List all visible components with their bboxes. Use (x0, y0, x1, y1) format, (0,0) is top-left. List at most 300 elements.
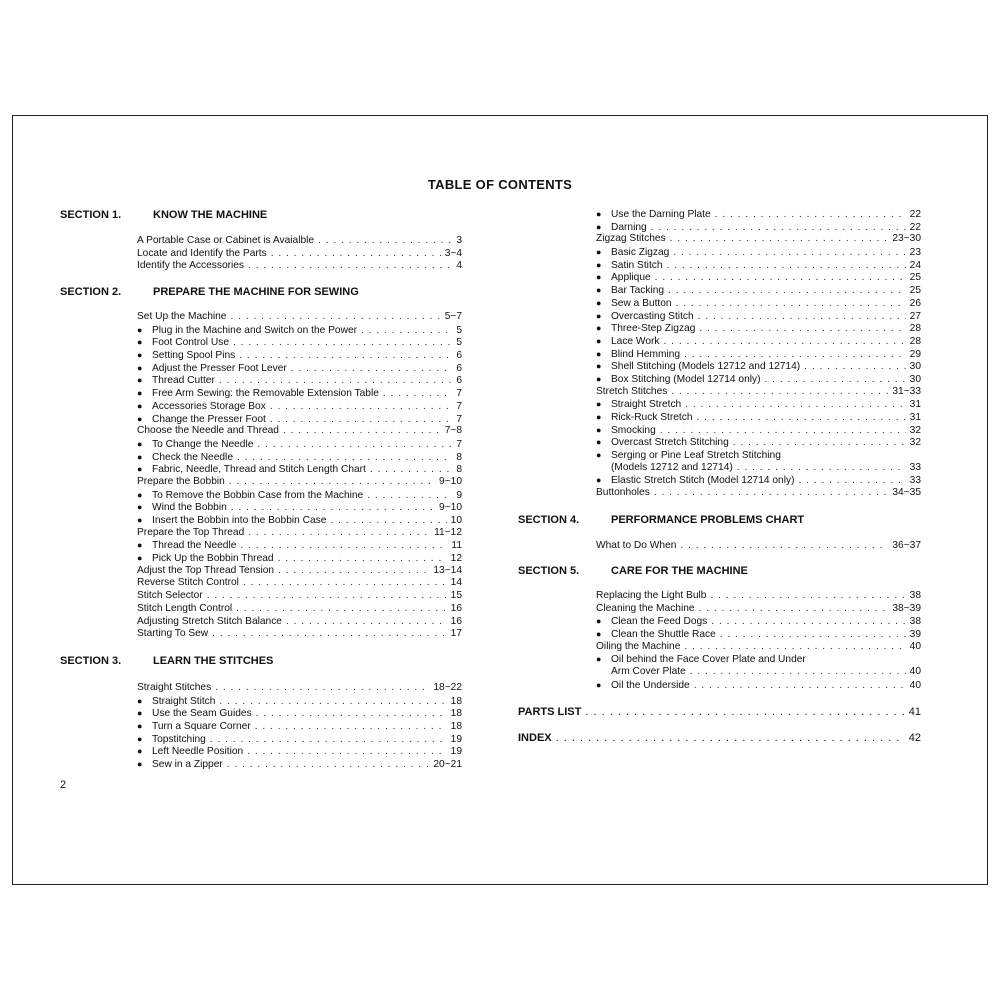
entry-label: Prepare the Bobbin (137, 475, 225, 487)
entry-page: 19 (450, 746, 462, 758)
entry-label: Clean the Feed Dogs (611, 616, 708, 628)
entry-page: 22 (909, 221, 921, 233)
page-number: 2 (60, 779, 67, 791)
toc-entry (137, 628, 462, 641)
entry-label: Adjust the Presser Foot Lever (152, 362, 287, 374)
entry-label: Bar Tacking (611, 285, 665, 297)
entry-page: 28 (909, 323, 921, 335)
entry-label: Prepare the Top Thread (137, 526, 245, 538)
toc-entry (137, 514, 462, 527)
toc-entry (596, 233, 921, 246)
toc-entry (137, 707, 462, 720)
entry-label: Turn a Square Corner (152, 721, 251, 733)
entry-label: Starting To Sew (137, 628, 209, 640)
toc-entry (596, 335, 921, 348)
entry-page: 3~4 (444, 247, 462, 259)
entry-label: PARTS LIST (518, 706, 582, 718)
entry-label: Oiling the Machine (596, 640, 681, 652)
toc-entry (137, 745, 462, 758)
bullet-icon: ● (137, 721, 143, 732)
toc-entry (137, 527, 462, 540)
toc-entry (596, 628, 921, 641)
entry-page: 28 (909, 335, 921, 347)
dot-leader (585, 706, 904, 718)
section-3-heading (60, 655, 274, 667)
toc-entry (137, 552, 462, 565)
entry-page: 38~39 (892, 602, 921, 614)
entry-label: Box Stitching (Model 12714 only) (611, 373, 761, 385)
toc-entry (137, 311, 462, 324)
bullet-icon: ● (137, 337, 143, 348)
bullet-icon: ● (596, 616, 602, 627)
bullet-icon: ● (137, 540, 143, 551)
entry-label: Thread the Needle (152, 540, 237, 552)
entry-page: 7~8 (444, 425, 462, 437)
entry-label: Straight Stitches (137, 682, 212, 693)
section-4-heading (518, 514, 805, 526)
entry-label: Overcasting Stitch (611, 310, 694, 322)
bullet-icon: ● (137, 553, 143, 564)
entry-page: 23 (909, 247, 921, 259)
entry-page: 8 (456, 451, 462, 463)
toc-entry (137, 400, 462, 413)
bullet-icon: ● (137, 413, 143, 424)
page-title: TABLE OF CONTENTS (427, 177, 573, 192)
entry-label: Oil behind the Face Cover Plate and Under (611, 654, 806, 666)
toc-entry (137, 374, 462, 387)
entry-page: 18 (450, 721, 462, 733)
toc-entry (137, 539, 462, 552)
toc-entry (596, 590, 921, 603)
entry-label: Clean the Shuttle Race (611, 629, 716, 641)
entry-page: 24 (909, 259, 921, 271)
entry-page: 40 (909, 679, 921, 691)
toc-entry (137, 413, 462, 426)
section-number: SECTION 4. (518, 514, 580, 526)
toc-entry (137, 590, 462, 603)
entry-page: 14 (450, 577, 462, 589)
entry-label: Accessories Storage Box (152, 400, 266, 412)
toc-entry (137, 758, 462, 771)
toc-entry (137, 235, 462, 248)
entry-label: Zigzag Stitches (596, 233, 666, 245)
entry-page: 5 (456, 324, 462, 336)
entry-page: 7 (456, 438, 462, 450)
entry-page: 17 (450, 628, 462, 640)
entry-label: Set Up the Machine (137, 311, 227, 322)
bullet-icon: ● (596, 475, 602, 486)
entry-page: 4 (456, 260, 462, 272)
entry-label: Foot Control Use (152, 337, 230, 349)
entry-page: 26 (909, 297, 921, 309)
entry-page: 39 (909, 629, 921, 641)
entry-label: Cleaning the Machine (596, 602, 695, 614)
toc-entry (137, 336, 462, 349)
entry-label: Plug in the Machine and Switch on the Power (152, 324, 358, 336)
entry-label: A Portable Case or Cabinet is Avaialble (137, 235, 315, 246)
entry-page: 40 (909, 640, 921, 652)
toc-entry (137, 489, 462, 502)
bullet-icon: ● (137, 324, 143, 335)
dot-leader (236, 603, 447, 616)
toc-entry (596, 398, 921, 411)
entry-label: Straight Stretch (611, 399, 682, 411)
toc-entry (596, 462, 921, 475)
section-title: PERFORMANCE PROBLEMS CHART (611, 514, 805, 526)
entry-label: Locate and Identify the Parts (137, 247, 267, 259)
toc-entry (137, 682, 462, 695)
entry-page: 31 (909, 412, 921, 423)
toc-entry (596, 246, 921, 259)
toc-entry (596, 284, 921, 297)
toc-entry (137, 438, 462, 451)
section-2-heading (60, 286, 359, 298)
bullet-icon: ● (137, 515, 143, 525)
bullet-icon: ● (137, 502, 143, 513)
dot-leader (670, 233, 889, 246)
entry-label: Reverse Stitch Control (137, 577, 239, 589)
entry-page: 20~21 (433, 759, 462, 771)
entry-page: 18 (450, 708, 462, 720)
entry-label: Setting Spool Pins (152, 350, 236, 362)
entry-page: 5 (456, 337, 462, 349)
toc-entry (137, 463, 462, 476)
toc-entry (137, 616, 462, 629)
entry-page: 7 (456, 388, 462, 400)
section-title: CARE FOR THE MACHINE (611, 565, 748, 577)
bullet-icon: ● (137, 733, 143, 744)
dot-leader (227, 759, 430, 772)
entry-page: 6 (456, 362, 462, 374)
entry-label: Straight Stitch (152, 695, 216, 707)
toc-entry (596, 310, 921, 323)
entry-label: Adjusting Stretch Stitch Balance (137, 615, 282, 627)
bullet-icon: ● (596, 373, 602, 384)
bullet-icon: ● (137, 400, 143, 411)
entry-label: Oil the Underside (611, 679, 690, 691)
entry-page: 16 (450, 615, 462, 627)
entry-page: 30 (909, 361, 921, 373)
entry-label: Arm Cover Plate (611, 666, 686, 678)
entry-label: Stitch Length Control (137, 602, 233, 614)
toc-entry (596, 424, 921, 437)
entry-page: 30 (909, 373, 921, 385)
entry-page: 19 (450, 733, 462, 745)
bullet-icon: ● (596, 361, 602, 372)
entry-label: Use the Darning Plate (611, 209, 711, 220)
dot-leader (230, 311, 440, 324)
entry-label: Stretch Stitches (596, 385, 668, 397)
entry-label: Satin Stitch (611, 259, 663, 271)
toc-entry (596, 540, 921, 553)
toc-entry (596, 653, 921, 666)
bullet-icon: ● (137, 451, 143, 462)
bullet-icon: ● (596, 209, 602, 219)
entry-page: 34~35 (892, 487, 921, 499)
entry-label: Buttonholes (596, 487, 650, 499)
bullet-icon: ● (137, 489, 143, 500)
toc-entry (596, 641, 921, 654)
toc-entry (137, 260, 462, 273)
section-3-entries (137, 682, 462, 771)
section-5-heading (518, 565, 748, 577)
entry-label: Sew in a Zipper (152, 759, 223, 771)
section-title: PREPARE THE MACHINE FOR SEWING (153, 286, 359, 298)
toc-entry (137, 733, 462, 746)
entry-label: To Change the Needle (152, 438, 254, 450)
entry-page: 5~7 (444, 311, 462, 322)
toc-entry (596, 373, 921, 386)
dot-leader (248, 527, 430, 540)
toc-entry (596, 221, 921, 234)
dot-leader (207, 590, 447, 603)
dot-leader (278, 565, 429, 578)
section-title: KNOW THE MACHINE (153, 209, 268, 221)
toc-entry (596, 615, 921, 628)
dot-leader (556, 732, 905, 744)
entry-label: INDEX (518, 732, 552, 744)
toc-entry (137, 603, 462, 616)
toc-entry (137, 248, 462, 261)
toc-entry (596, 360, 921, 373)
entry-label: Use the Seam Guides (152, 708, 252, 720)
bullet-icon: ● (137, 438, 143, 449)
section-number: SECTION 1. (60, 209, 122, 221)
entry-label: Replacing the Light Bulb (596, 590, 707, 601)
section-number: SECTION 5. (518, 565, 580, 577)
entry-label: Adjust the Top Thread Tension (137, 564, 275, 576)
entry-page: 33 (909, 475, 921, 487)
entry-page: 9~10 (439, 475, 462, 487)
entry-label: Identify the Accessories (137, 260, 245, 272)
bullet-icon: ● (596, 412, 602, 422)
toc-entry (596, 411, 921, 424)
bullet-icon: ● (596, 424, 602, 435)
bullet-icon: ● (137, 746, 143, 757)
entry-page: 12 (450, 553, 462, 565)
toc-entry (137, 501, 462, 514)
bullet-icon: ● (596, 247, 602, 258)
entry-label: Shell Stitching (Models 12712 and 12714) (611, 361, 801, 373)
entry-label: Overcast Stretch Stitching (611, 437, 729, 449)
entry-page: 8 (456, 464, 462, 476)
entry-label: To Remove the Bobbin Case from the Machine (152, 489, 364, 501)
toc-entry (596, 449, 921, 462)
toc-entry (596, 271, 921, 284)
dot-leader (229, 476, 435, 489)
toc-entry (596, 436, 921, 449)
entry-page: 6 (456, 350, 462, 362)
entry-label: Elastic Stretch Stitch (Model 12714 only) (611, 475, 795, 487)
toc-entry (596, 679, 921, 692)
dot-leader (248, 260, 452, 273)
entry-label: Change the Presser Foot (152, 413, 266, 425)
entry-page: 32 (909, 424, 921, 436)
entry-label: Stitch Selector (137, 590, 203, 602)
toc-entry (596, 666, 921, 679)
bullet-icon: ● (596, 348, 602, 359)
bullet-icon: ● (137, 708, 143, 719)
entry-page: 7 (456, 413, 462, 425)
bullet-icon: ● (596, 437, 602, 448)
dot-leader (212, 628, 446, 641)
index-entry (518, 732, 921, 744)
section-1-heading (60, 209, 268, 221)
entry-page: 18 (450, 695, 462, 707)
entry-page: 9~10 (439, 502, 462, 514)
bullet-icon: ● (596, 310, 602, 321)
entry-label: Smocking (611, 424, 656, 436)
entry-label: Applique (611, 272, 651, 284)
toc-entry (137, 577, 462, 590)
entry-page: 13~14 (433, 564, 462, 576)
section-4-entries (596, 540, 921, 553)
bullet-icon: ● (137, 464, 143, 475)
dot-leader (286, 616, 447, 629)
toc-entry (137, 349, 462, 362)
entry-label: Topstitching (152, 733, 206, 745)
dot-leader (318, 235, 452, 248)
entry-label: Lace Work (611, 335, 660, 347)
entry-label: Check the Needle (152, 451, 233, 463)
bullet-icon: ● (137, 695, 143, 706)
toc-entry (596, 297, 921, 310)
bullet-icon: ● (596, 654, 602, 665)
entry-page: 38 (909, 590, 921, 601)
entry-page: 31 (909, 399, 921, 411)
entry-page: 32 (909, 437, 921, 449)
dot-leader (737, 462, 906, 475)
bullet-icon: ● (596, 323, 602, 334)
entry-page: 33 (909, 461, 921, 473)
entry-label: Darning (611, 221, 647, 233)
section-title: LEARN THE STITCHES (153, 655, 274, 667)
section-2-entries (137, 311, 462, 641)
bullet-icon: ● (596, 259, 602, 270)
entry-label: Blind Hemming (611, 348, 681, 360)
section-number: SECTION 3. (60, 655, 122, 667)
dot-leader (654, 487, 889, 500)
entry-page: 25 (909, 285, 921, 297)
toc-entry (137, 476, 462, 489)
dot-leader (690, 666, 906, 679)
toc-entry (596, 487, 921, 500)
dot-leader (694, 680, 906, 693)
entry-page: 3 (456, 235, 462, 246)
dot-leader (680, 540, 888, 553)
entry-page: 9 (456, 489, 462, 501)
toc-entry (596, 386, 921, 399)
toc-entry (596, 208, 921, 221)
section-number: SECTION 2. (60, 286, 122, 298)
entry-label: Basic Zigzag (611, 247, 670, 259)
entry-page: 23~30 (892, 233, 921, 245)
bullet-icon: ● (596, 272, 602, 283)
bullet-icon: ● (596, 221, 602, 232)
toc-entry (137, 362, 462, 375)
entry-label: Insert the Bobbin into the Bobbin Case (152, 515, 327, 526)
entry-label: (Models 12712 and 12714) (611, 461, 733, 473)
entry-page: 15 (450, 590, 462, 602)
bullet-icon: ● (596, 285, 602, 296)
bullet-icon: ● (596, 679, 602, 690)
entry-label: Rick-Ruck Stretch (611, 412, 693, 423)
entry-label: Three-Step Zigzag (611, 323, 696, 335)
entry-page: 22 (909, 209, 921, 220)
entry-label: Sew a Button (611, 297, 672, 309)
bullet-icon: ● (137, 759, 143, 770)
bullet-icon: ● (137, 350, 143, 361)
entry-label: Wind the Bobbin (152, 502, 227, 514)
entry-label: Pick Up the Bobbin Thread (152, 553, 274, 565)
entry-page: 7 (456, 400, 462, 412)
toc-entry (137, 695, 462, 708)
entry-page: 40 (909, 666, 921, 678)
bullet-icon: ● (596, 450, 602, 461)
entry-page: 36~37 (892, 540, 921, 551)
bullet-icon: ● (596, 629, 602, 640)
entry-label: Fabric, Needle, Thread and Stitch Length Chart (152, 464, 366, 476)
dot-leader (243, 577, 447, 590)
entry-page: 16 (450, 602, 462, 614)
toc-entry (137, 425, 462, 438)
entry-page: 29 (909, 348, 921, 360)
entry-page: 11~12 (434, 526, 462, 538)
dot-leader (215, 682, 429, 695)
section-1-entries (137, 235, 462, 273)
toc-entry (596, 474, 921, 487)
entry-label: Serging or Pine Leaf Stretch Stitching (611, 450, 781, 462)
entry-page: 31~33 (892, 385, 921, 397)
entry-page: 38 (909, 616, 921, 628)
toc-entry (137, 324, 462, 337)
entry-page: 42 (908, 732, 921, 744)
toc-entry (596, 259, 921, 272)
dot-leader (684, 641, 905, 654)
entry-page: 18~22 (433, 682, 462, 693)
section-3-continued-entries (596, 208, 921, 500)
bullet-icon: ● (596, 335, 602, 346)
entry-label: Free Arm Sewing: the Removable Extension Table (152, 388, 379, 400)
toc-entry (137, 451, 462, 464)
dot-leader (699, 603, 889, 616)
entry-page: 27 (909, 310, 921, 322)
parts-list-entry (518, 706, 921, 718)
entry-label: What to Do When (596, 540, 677, 551)
entry-page: 25 (909, 272, 921, 284)
bullet-icon: ● (596, 399, 602, 410)
dot-leader (671, 386, 888, 399)
toc-entry (596, 603, 921, 616)
bullet-icon: ● (137, 375, 143, 386)
section-5-entries (596, 590, 921, 692)
toc-entry (137, 720, 462, 733)
dot-leader (283, 425, 441, 438)
dot-leader (271, 248, 441, 261)
bullet-icon: ● (137, 362, 143, 373)
toc-entry (137, 565, 462, 578)
entry-page: 41 (908, 706, 921, 718)
bullet-icon: ● (596, 297, 602, 308)
dot-leader (710, 590, 905, 603)
entry-label: Thread Cutter (152, 375, 215, 387)
entry-page: 11 (451, 540, 462, 552)
entry-label: Choose the Needle and Thread (137, 425, 279, 437)
bullet-icon: ● (137, 388, 143, 399)
entry-page: 10 (450, 515, 462, 526)
toc-entry (596, 348, 921, 361)
entry-label: Left Needle Position (152, 746, 244, 758)
